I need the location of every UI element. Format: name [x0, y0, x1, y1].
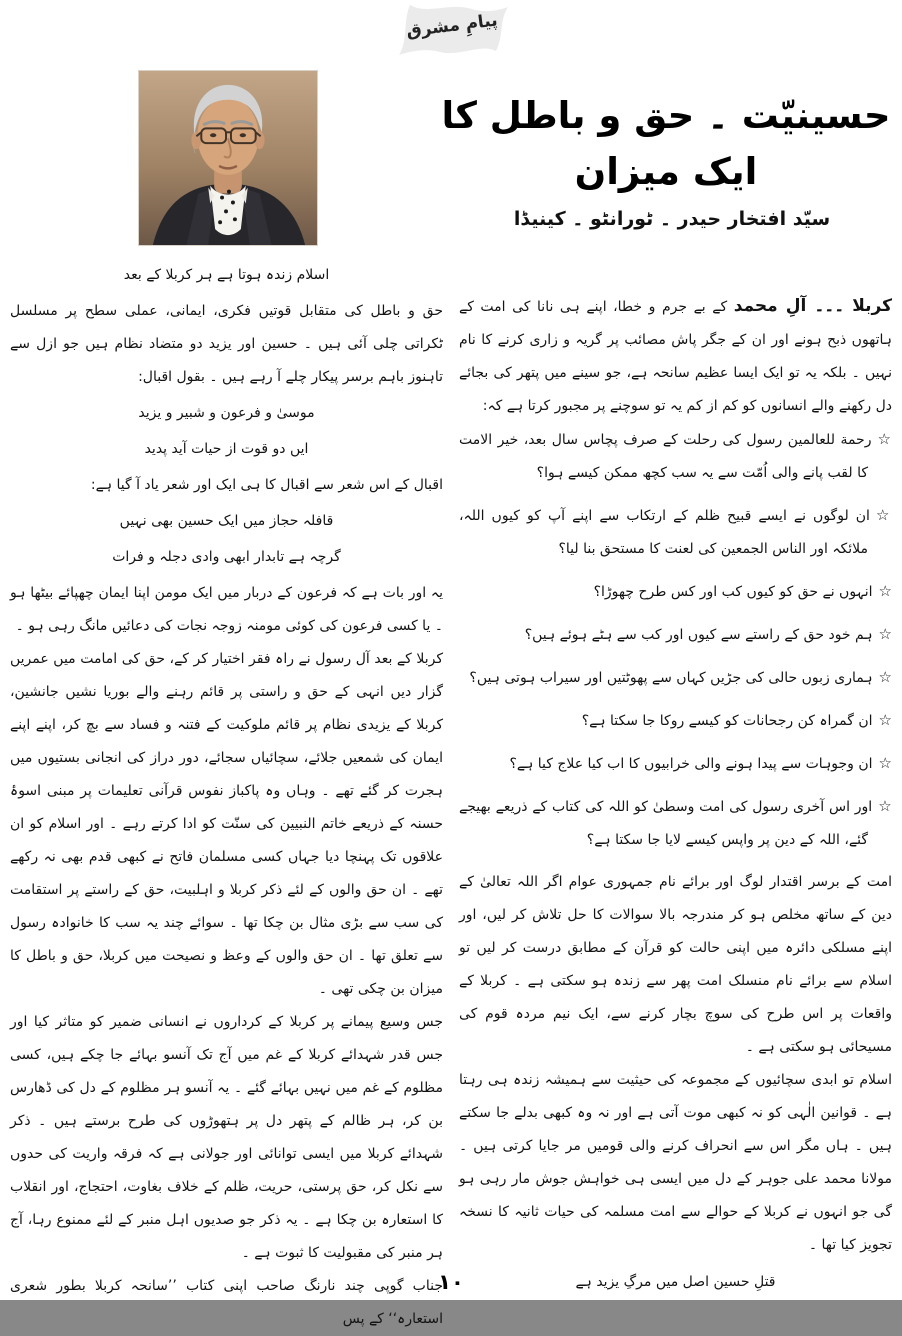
- paragraph: اسلام تو ابدی سچائیوں کے مجموعہ کی حیثیت سے ہمیشہ زندہ ہی رہتا ہے ۔ قوانین الٰہی کو نہ کبھی موت آتی ہے اور نہ وہ کبھی بدلے جا سکتے ہیں ۔ ہاں مگر اس سے انحراف کرنے والی قومیں مر جایا کرتی ہیں ۔ مولانا محمد علی جوہر کے دل میں ایسی ہی خواہش جوش مار رہی ہو گی جو انہوں نے کربلا کے حوالے سے امت مسلمہ کی حیات ثانیہ کا نسخہ تجویز کیا تھا ۔: [459, 1072, 892, 1253]
- intro-text: کے بے جرم و خطا، اپنے ہی نانا کی امت کے ہاتھوں ذبح ہونے اور ان کے جگر پاش مصائب پر گریہ و زاری کرنے کا نام نہیں ۔ بلکہ یہ تو ایک ایسا عظیم سانحہ ہے، جو سینے میں پتھر کی بجائے دل رکھنے والے انسانوں کو کم از کم یہ تو سوچنے پر مجبور کرتا ہے کہ:: [459, 299, 892, 414]
- question-text: ہم خود حق کے راستے سے کیوں اور کب سے ہٹے ہوئے ہیں؟: [524, 627, 873, 643]
- question-item: [459, 661, 892, 695]
- article-headline: حسینیّت ۔ حق و باطل کا ایک میزان: [441, 94, 891, 193]
- question-item: [459, 423, 892, 490]
- verse-line: موسیٰ و فرعون و شبیر و یزید: [138, 405, 315, 421]
- column-right: [459, 256, 892, 1290]
- star-icon: ☆: [878, 625, 892, 643]
- paragraph: کربلا کے بعد آل رسول نے راہ فقر اختیار کر کے، حق کی امامت میں عمریں گزار دیں انہی کے حق و راستی پر قائم رہنے والے بوریا نشیں جانشین، کربلا کے یزیدی نظام پر قائم ملوکیت کے فتنہ و فساد سے بچ کر، اپنے اپنے ایمان کی شمعیں جلائے، سچائیاں سجائے، دور دراز کی انجانی بستیوں میں ہجرت کر گئے تھے ۔ وہاں وہ پاکباز نفوس قرآنی تعلیمات پر مبنی اسوۂ حسنہ کے ذریعے خاتم النبیین کی سنّت کو ادا کرتے رہے ۔ اور اسلام کو ان علاقوں تک پہنچا دیا جہاں کسی مسلمان فاتح نے کبھی قدم بھی نہ رکھے تھے ۔ ان حق والوں کے لئے ذکر کربلا و اہلبیت، حق کے راستے پر استقامت کی سب سے بڑی مثال بن چکا تھا ۔ سوائے چند یہ سب کا خانوادہ رسول سے تعلق تھا ۔ ان حق والوں کے وعظ و نصیحت میں کربلا، حق و باطل کا میزان بن چکی تھی ۔: [10, 651, 443, 997]
- paragraph: جناب گوپی چند نارنگ صاحب اپنی کتاب ’’سانحہ کربلا بطور شعری استعارہ‘‘ کے پس: [10, 1278, 443, 1327]
- portrait-illustration: [139, 71, 317, 245]
- question-text: ہماری زبوں حالی کی جڑیں کہاں سے پھوٹتیں اور سیراب ہوتی ہیں؟: [469, 670, 873, 686]
- page-number: ۱۰: [438, 1270, 464, 1294]
- paragraph: امت کے برسر اقتدار لوگ اور برائے نام جمہوری عوام اگر اللہ تعالیٰ کے دین کے ساتھ مخلص ہو کر مندرجہ بالا سوالات کا حل تلاش کر لیں، اور اپنے مسلکی دائرہ میں اپنی حالت کو قرآن کے مطابق درست کر لیں تو اسلام سے برائے نام منسلک امت پھر سے زندہ ہو سکتی ہے ۔ کربلا کے واقعات پر اس طرح کی سوچ بچار کرنے سے، ایک نیم مردہ قوم کی مسیحائی ہو سکتی ہے ۔: [459, 874, 892, 1055]
- star-icon: ☆: [878, 754, 892, 772]
- verse-line: قافلہ حجاز میں ایک حسین بھی نہیں: [119, 513, 334, 529]
- question-text: ان وجوہات سے پیدا ہونے والی خرابیوں کا اب کیا علاج کیا ہے؟: [509, 756, 873, 772]
- question-item: [459, 499, 892, 566]
- star-icon: ☆: [878, 668, 892, 686]
- closing-verse: قتلِ حسین اصل میں مرگِ یزید ہے: [575, 1274, 776, 1290]
- question-text: اور اس آخری رسول کی امت وسطیٰ کو اللہ کی کتاب کے ذریعے بھیجے گئے، اللہ کے دین پر واپس کیسے لایا جا سکتا ہے؟: [459, 799, 873, 848]
- star-icon: ☆: [875, 506, 892, 524]
- article-byline: سیّد افتخار حیدر ۔ ٹورانٹو ۔ کینیڈا: [513, 208, 831, 230]
- question-text: انہوں نے حق کو کیوں کب اور کس طرح چھوڑا؟: [593, 584, 873, 600]
- lead-word: کربلا ۔۔۔ آلِ محمد: [733, 296, 892, 316]
- author-photo: [138, 70, 318, 246]
- question-text: ان لوگوں نے ایسے قبیح ظلم کے ارتکاب سے اپنے آپ کو کیوں اللہ، ملائکہ اور الناس الجمعین کی لعنت کا مستحق بنا لیا؟: [459, 508, 870, 557]
- star-icon: ☆: [878, 797, 892, 815]
- paragraph: جس وسیع پیمانے پر کربلا کے کرداروں نے انسانی ضمیر کو متاثر کیا اور جس قدر شہدائے کربلا کے غم میں آج تک آنسو بہائے جا چکے ہیں، کسی مظلوم کے غم میں نہیں بہائے گئے ۔ یہ آنسو ہر مظلوم کے دل کی ڈھارس بن کر، ہر ظالم کے پتھر دل پر ہتھوڑوں کی طرح برستے ہیں ۔ ذکر شہدائے کربلا میں ایسی توانائی اور جولانی ہے کہ فرقہ واریت کی حدوں سے نکل کر، حق پرستی، حریت، ظلم کے خلاف بغاوت، احتجاج، اور انقلاب کا استعارہ بن چکا ہے ۔ یہ ذکر جو صدیوں اہل منبر کے لئے ممنوع رہا، آج ہر منبر کی مقبولیت کا ثبوت ہے ۔: [10, 1014, 443, 1261]
- question-text: ان گمراہ کن رجحانات کو کیسے روکا جا سکتا ہے؟: [581, 713, 873, 729]
- verse-line: گرچہ ہے تابدار ابھی وادی دجلہ و فرات: [112, 549, 341, 565]
- paragraph: اقبال کے اس شعر سے اقبال کا ہی ایک اور شعر یاد آ گیا ہے:: [90, 477, 443, 493]
- question-item: [459, 704, 892, 738]
- verse-line: اسلام زندہ ہوتا ہے ہر کربلا کے بعد: [123, 267, 330, 283]
- star-icon: ☆: [877, 430, 892, 448]
- paragraph: حق و باطل کی متقابل قوتیں فکری، ایمانی، عملی سطح پر مسلسل ٹکراتی چلی آئی ہیں ۔ حسین اور یزید دو متضاد نظام ہیں جو ازل سے تاہنوز باہم برسر پیکار چلے آ رہے ہیں ۔ بقول اقبال:: [10, 303, 443, 385]
- star-icon: ☆: [878, 711, 892, 729]
- star-icon: ☆: [878, 582, 892, 600]
- paragraph: یہ اور بات ہے کہ فرعون کے دربار میں ایک مومن اپنا ایمان چھپائے بیٹھا ہو ۔ یا کسی فرعون کی کوئی مومنہ زوجہ نجات کی دعائیں مانگ رہی ہو ۔: [10, 585, 443, 634]
- masthead-title: پیامِ مشرق: [405, 10, 499, 42]
- verse-line: ایں دو قوت از حیات آید پدید: [144, 441, 309, 457]
- column-left: [10, 256, 443, 1327]
- question-text: رحمة للعالمین رسول کی رحلت کے صرف پچاس سال بعد، خیر الامت کا لقب پانے والی اُمّت سے یہ سب کچھ ممکن کیسے ہوا؟: [459, 432, 872, 481]
- question-item: [459, 747, 892, 781]
- question-item: [459, 618, 892, 652]
- intro-paragraph: [459, 290, 892, 423]
- masthead-flag: [393, 2, 511, 60]
- question-item: [459, 575, 892, 609]
- question-item: [459, 790, 892, 857]
